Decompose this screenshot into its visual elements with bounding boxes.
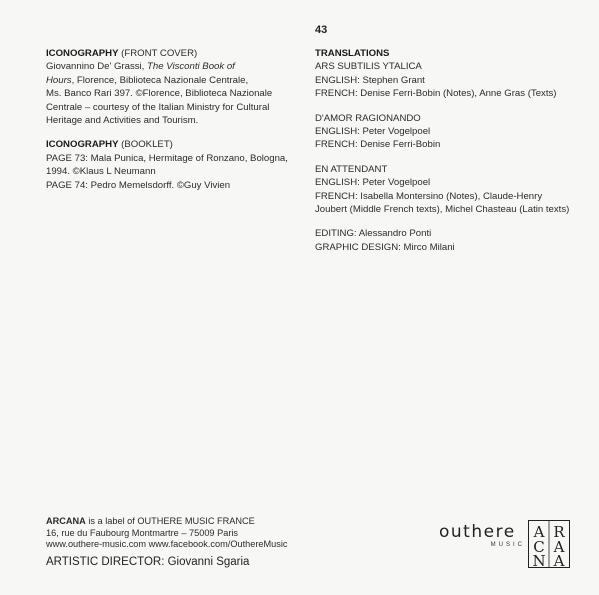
editing-line: EDITING: Alessandro Ponti (315, 228, 432, 240)
arcana-letter-3: C (533, 538, 545, 556)
front-cover-line-3: Ms. Banco Rari 397. ©Florence, Biblioteca Nazionale (46, 88, 273, 100)
label-address: 16, rue du Faubourg Montmartre – 75009 Paris (46, 527, 239, 538)
right-column (315, 47, 585, 265)
outhere-music-logo (439, 523, 525, 551)
translations-heading: TRANSLATIONS (315, 48, 390, 59)
arcana-letter-2: R (553, 523, 565, 541)
outhere-logo-sub: MUSIC (490, 542, 525, 548)
translations-line-1: ARS SUBTILIS YTALICA (315, 61, 422, 73)
attendant-line-1: EN ATTENDANT (315, 163, 388, 175)
booklet-heading: ICONOGRAPHY (BOOKLET) (46, 139, 173, 151)
front-cover-line-2: Hours, Florence, Biblioteca Nazionale Centrale, (46, 74, 249, 86)
outhere-logo-word: outhere (439, 522, 516, 542)
translations-attendant (315, 163, 585, 217)
damor-line-3: FRENCH: Denise Ferri-Bobin (315, 139, 441, 151)
front-cover-line-1: Giovannino De' Grassi, The Visconti Book of (46, 61, 235, 73)
booklet-line-2: 1994. ©Klaus L Neumann (46, 166, 156, 178)
front-cover-line-5: Heritage and Activities and Tourism. (46, 115, 199, 127)
damor-line-1: D'AMOR RAGIONANDO (315, 112, 421, 124)
front-cover-line-4: Centrale – courtesy of the Italian Ministry for Cultural (46, 101, 270, 113)
damor-line-2: ENGLISH: Peter Vogelpoel (315, 126, 431, 138)
attendant-line-4: Joubert (Middle French texts), Michel Chasteau (Latin texts) (315, 204, 570, 216)
arcana-letter-4: A (553, 538, 565, 556)
graphic-design-line: GRAPHIC DESIGN: Mirco Milani (315, 241, 455, 253)
translations-line-3: FRENCH: Denise Ferri-Bobin (Notes), Anne Gras (Texts) (315, 88, 557, 100)
arcana-letter-5: N (532, 552, 546, 567)
arcana-logo (528, 520, 570, 568)
attendant-line-2: ENGLISH: Peter Vogelpoel (315, 177, 431, 189)
translations-line-2: ENGLISH: Stephen Grant (315, 74, 425, 86)
label-websites: www.outhere-music.com www.facebook.com/OuthereMusic (46, 539, 288, 550)
editing-design-credits (315, 227, 585, 254)
front-cover-heading: ICONOGRAPHY (FRONT COVER) (46, 48, 198, 59)
label-statement: ARCANA is a label of OUTHERE MUSIC FRANCE (46, 516, 255, 526)
front-cover-credits (46, 47, 296, 127)
translations-damor (315, 112, 585, 152)
booklet-credits (46, 138, 296, 192)
attendant-line-3: FRENCH: Isabella Montersino (Notes), Claude-Henry (315, 190, 543, 202)
page-number: 43 (315, 24, 328, 36)
artistic-director: ARTISTIC DIRECTOR: Giovanni Sgaria (46, 556, 250, 568)
booklet-line-3: PAGE 74: Pedro Memelsdorff. ©Guy Vivien (46, 179, 231, 191)
left-column (46, 47, 296, 203)
arcana-letter-6: A (553, 552, 565, 567)
translations-ars-subtilis (315, 47, 585, 101)
booklet-line-1: PAGE 73: Mala Punica, Hermitage of Ronzano, Bologna, (46, 152, 288, 164)
label-footer (46, 516, 288, 551)
arcana-letter-1: A (533, 523, 545, 541)
arcana-logo-mark (529, 521, 569, 567)
